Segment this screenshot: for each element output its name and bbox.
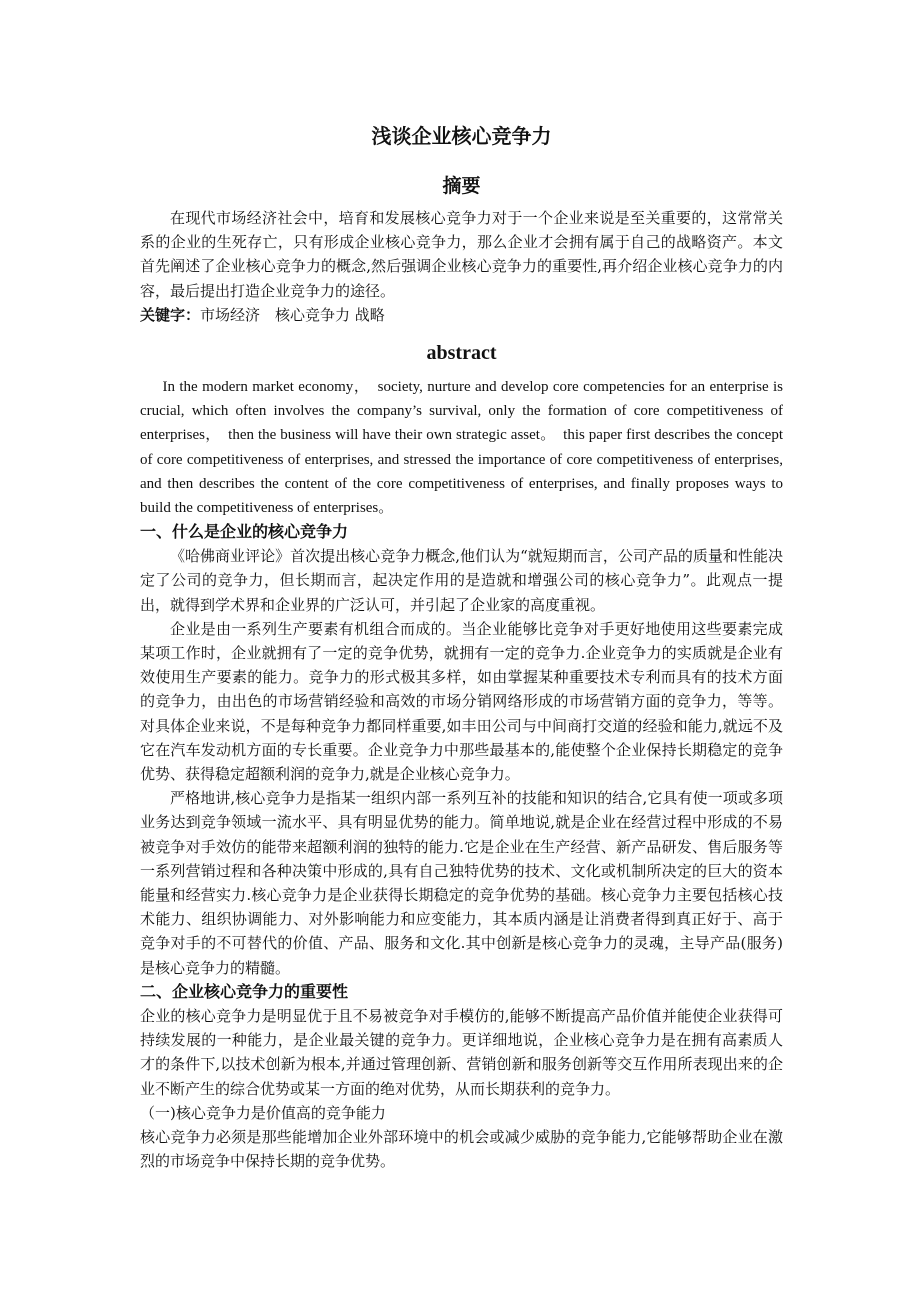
section2-paragraph-2: 核心竞争力必须是那些能增加企业外部环境中的机会或减少威胁的竞争能力,它能够帮助企业在激烈的市场竞争中保持长期的竞争优势。 (140, 1127, 783, 1171)
section1-paragraph-1: 《哈佛商业评论》首次提出核心竞争力概念,他们认为“就短期而言，公司产品的质量和性能决定了公司的竞争力，但长期而言，起决定作用的是造就和增强公司的核心竞争力”。此观点一提出，就得到学术界和企业界的广泛认可，并引起了企业家的高度重视。 (140, 547, 783, 614)
abstract-heading-cn: 摘要 (442, 175, 481, 197)
document-page (140, 110, 783, 1173)
abstract-en-paragraph: In the modern market economy， society, nurture and develop core competencies for an enterprise is crucial, which often involves the company’s survival, only the formation of core competitiveness of enterprises， then the business will have their own strategic asset。 this paper first describes the concept of core competitiveness of enterprises, and stressed the importance of core competitiveness of enterprises, and then describes the content of the core competitiveness of enterprises, and finally proposes ways to build the competitiveness of enterprises。 (140, 379, 783, 517)
abstract-cn-paragraph: 在现代市场经济社会中，培育和发展核心竞争力对于一个企业来说是至关重要的，这常常关系的企业的生死存亡，只有形成企业核心竞争力，那么企业才会拥有属于自己的战略资产。本文首先阐述了企业核心竞争力的概念,然后强调企业核心竞争力的重要性,再介绍企业核心竞争力的内容，最后提出打造企业竞争力的途径。 (140, 209, 783, 300)
section1-paragraph-2: 企业是由一系列生产要素有机组合而成的。当企业能够比竞争对手更好地使用这些要素完成某项工作时，企业就拥有了一定的竞争优势，就拥有一定的竞争力.企业竞争力的实质就是企业有效使用生产要素的能力。竞争力的形式极其多样，如由掌握某种重要技术专利而具有的技术方面的竞争力，由出色的市场营销经验和高效的市场分销网络形成的市场营销方面的竞争力，等等。对具体企业来说，不是每种竞争力都同样重要,如丰田公司与中间商打交道的经验和能力,就远不及它在汽车发动机方面的专长重要。企业竞争力中那些最基本的,能使整个企业保持长期稳定的竞争优势、获得稳定超额利润的竞争力,就是企业核心竞争力。 (140, 619, 783, 784)
keywords-text: 市场经济 核心竞争力 战略 (200, 305, 385, 324)
keywords-line (140, 303, 783, 327)
section-heading-1: 一、什么是企业的核心竞争力 (140, 522, 349, 542)
section2-paragraph-1: 企业的核心竞争力是明显优于且不易被竞争对手模仿的,能够不断提高产品价值并能使企业获得可持续发展的一种能力，是企业最关键的竞争力。更详细地说，企业核心竞争力是在拥有高素质人才的条件下,以技术创新为根本,并通过管理创新、营销创新和服务创新等交互作用所表现出来的企业不断产生的综合优势或某一方面的绝对优势，从而长期获利的竞争力。 (140, 1006, 783, 1098)
section-heading-2: 二、企业核心竞争力的重要性 (140, 981, 349, 1001)
abstract-heading-en: abstract (426, 342, 497, 365)
section1-paragraph-3: 严格地讲,核心竞争力是指某一组织内部一系列互补的技能和知识的结合,它具有使一项或多项业务达到竞争领域一流水平、具有明显优势的能力。简单地说,就是企业在经营过程中形成的不易被竞争对手效仿的能带来超额利润的独特的能力.它是企业在生产经营、新产品研发、售后服务等一系列营销过程和各种决策中形成的,具有自己独特优势的技术、文化或机制所决定的巨大的资本能量和经营实力.核心竞争力是企业获得长期稳定的竞争优势的基础。核心竞争力主要包括核心技术能力、组织协调能力、对外影响能力和应变能力，其本质内涵是让消费者得到真正好于、高于竞争对手的不可替代的价值、产品、服务和文化.其中创新是核心竞争力的灵魂，主导产品(服务)是核心竞争力的精髓。 (140, 789, 783, 977)
keywords-label: 关键字： (140, 305, 201, 324)
document-title: 浅谈企业核心竞争力 (371, 124, 552, 148)
section2-subheading-1: （一)核心竞争力是价值高的竞争能力 (140, 1103, 386, 1122)
